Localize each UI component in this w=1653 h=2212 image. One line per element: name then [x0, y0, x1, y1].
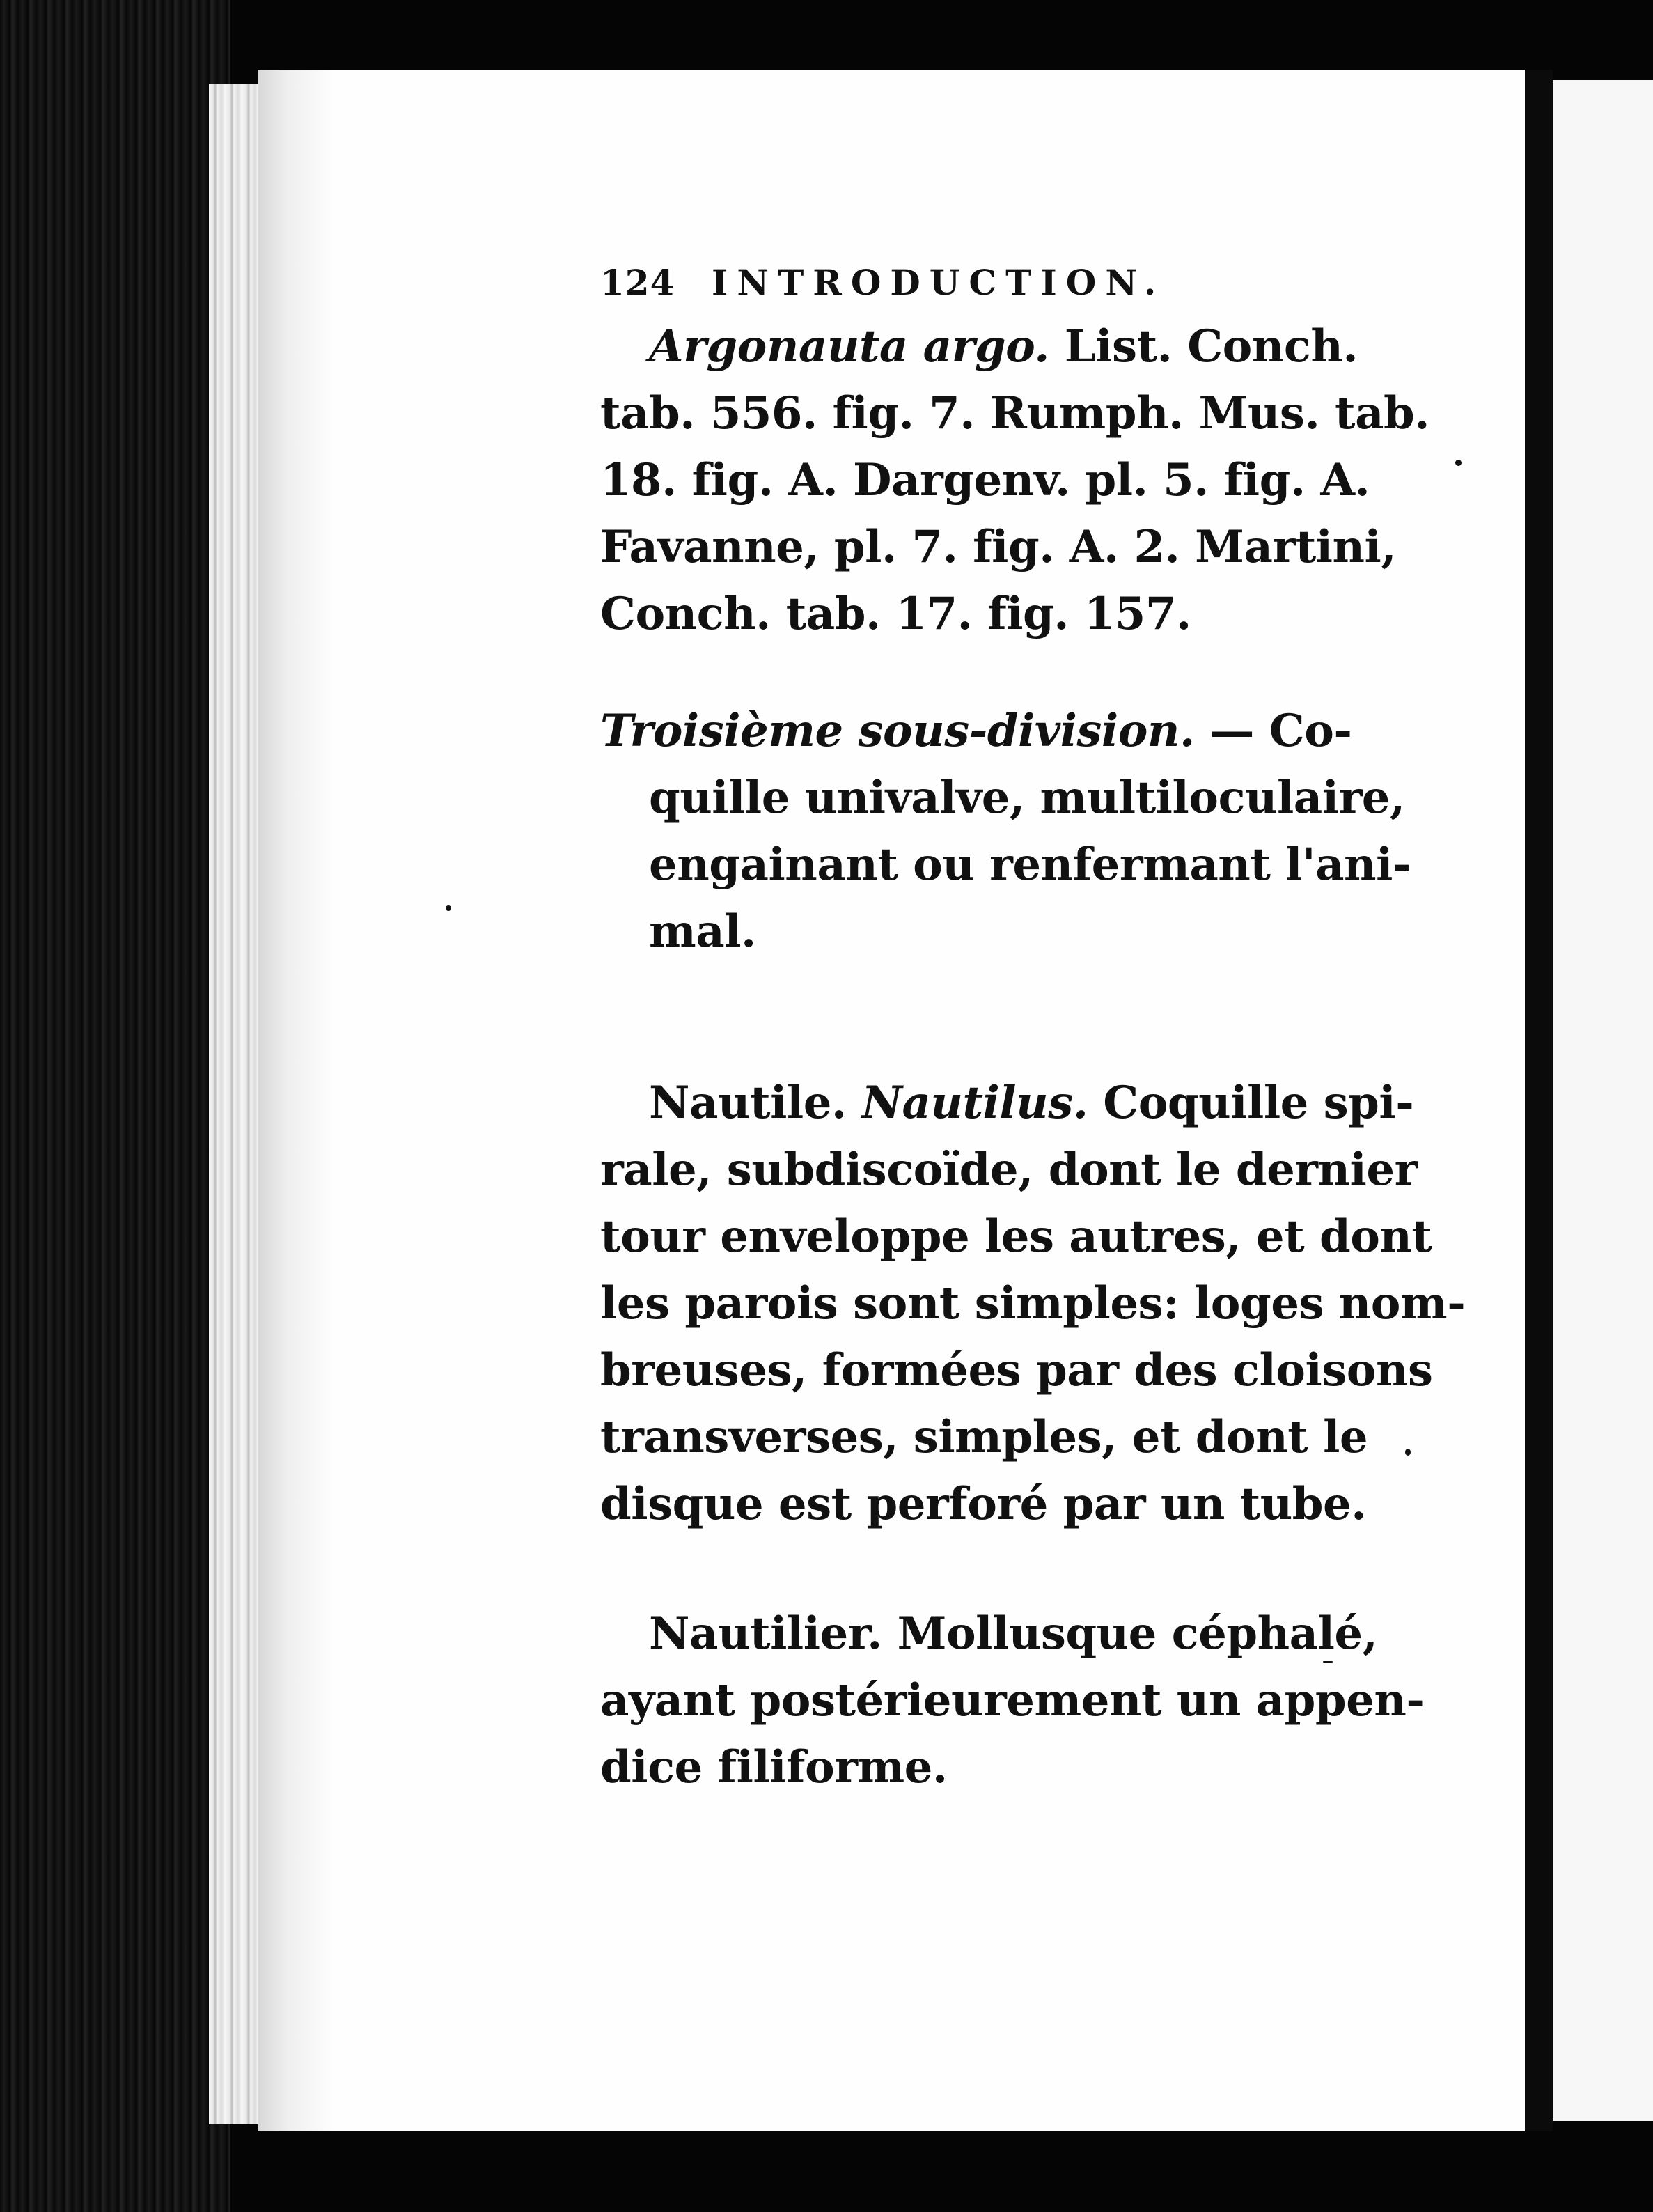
- page-text: [600, 251, 1466, 1801]
- text-line: [600, 698, 1387, 765]
- ink-speck: [1405, 1449, 1411, 1456]
- page-number: 124: [600, 261, 675, 303]
- text-line: disque est perforé par un tube.: [600, 1478, 1366, 1530]
- text-line: breuses, formées par des cloisons: [600, 1344, 1433, 1396]
- text-span: Nautile.: [649, 1077, 862, 1129]
- text-line: mal.: [649, 905, 756, 958]
- text-span: List. Conch.: [1049, 320, 1358, 373]
- running-header: [600, 251, 1387, 313]
- subdivision-paragraph: [600, 698, 1411, 965]
- text-line: tab. 556. fig. 7. Rumph. Mus. tab.: [600, 387, 1430, 439]
- book-binding: [0, 0, 230, 2212]
- next-page-sliver: [1553, 80, 1653, 2121]
- genus-name: Nautilus.: [861, 1077, 1088, 1129]
- text-line: transverses, simples, et dont le: [600, 1411, 1368, 1463]
- subdivision-title: Troisième sous-division.: [600, 705, 1195, 757]
- text-line: [600, 1070, 1414, 1137]
- text-line: les parois sont simples: loges nom-: [600, 1277, 1466, 1330]
- citation-paragraph: [600, 313, 1430, 648]
- ink-speck: [1455, 460, 1462, 466]
- text-line: quille univalve, multiloculaire,: [649, 772, 1405, 824]
- nautile-paragraph: [600, 1070, 1466, 1538]
- text-line: Favanne, pl. 7. fig. A. 2. Martini,: [600, 521, 1397, 573]
- text-line: 18. fig. A. Dargenv. pl. 5. fig. A.: [600, 454, 1370, 506]
- species-name: Argonauta argo.: [649, 320, 1049, 373]
- text-line: Conch. tab. 17. fig. 157.: [600, 588, 1191, 640]
- text-line: [600, 313, 1387, 380]
- ink-speck: [446, 905, 451, 911]
- text-span: Coquille spi-: [1088, 1077, 1414, 1129]
- text-line: Nautilier. Mollusque céphalé,: [649, 1607, 1378, 1660]
- running-head-title: INTRODUCTION.: [712, 261, 1166, 303]
- page-shadow: [258, 70, 334, 2131]
- nautilier-paragraph: [600, 1600, 1425, 1801]
- text-line: tour enveloppe les autres, et dont: [600, 1210, 1432, 1263]
- text-span: — Co-: [1194, 705, 1352, 757]
- text-line: dice filiforme.: [600, 1741, 948, 1793]
- text-line: ayant postérieurement un appen-: [600, 1674, 1425, 1727]
- text-line: engainant ou renfermant l'ani-: [649, 839, 1411, 891]
- page-gutter: [1525, 70, 1553, 2131]
- text-line: rale, subdiscoïde, dont le dernier: [600, 1144, 1418, 1196]
